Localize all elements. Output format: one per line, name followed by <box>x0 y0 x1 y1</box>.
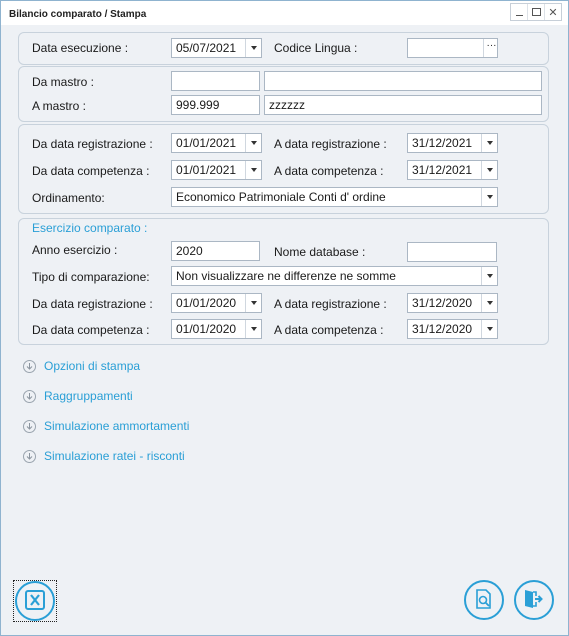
da-data-competenza-value: 01/01/2021 <box>176 163 237 177</box>
comp-a-data-registrazione-label: A data registrazione : <box>274 297 387 311</box>
expander-label: Raggruppamenti <box>44 389 133 403</box>
tipo-comparazione-select[interactable] <box>171 266 498 286</box>
comp-da-data-competenza-label: Da data competenza : <box>32 323 150 337</box>
ordinamento-label: Ordinamento: <box>32 191 105 205</box>
comp-da-data-registrazione-label: Da data registrazione : <box>32 297 153 311</box>
da-data-registrazione-value: 01/01/2021 <box>176 136 237 150</box>
a-mastro-code-field[interactable]: 999.999 <box>171 95 260 115</box>
print-preview-button[interactable] <box>464 580 504 620</box>
a-data-registrazione-datepicker[interactable] <box>407 133 498 153</box>
a-mastro-desc-field[interactable]: zzzzzz <box>264 95 542 115</box>
nome-database-label: Nome database : <box>274 245 366 259</box>
lookup-button[interactable]: ··· <box>483 39 499 57</box>
da-data-registrazione-label: Da data registrazione : <box>32 137 153 151</box>
codice-lingua-label: Codice Lingua : <box>274 41 358 55</box>
nome-database-field[interactable] <box>407 242 497 262</box>
expander-label: Simulazione ratei - risconti <box>44 449 185 463</box>
print-preview-icon <box>474 588 494 613</box>
expander-label: Opzioni di stampa <box>44 359 141 373</box>
expand-arrow-icon <box>23 390 36 403</box>
minimize-button[interactable] <box>511 4 527 20</box>
close-button[interactable] <box>544 4 561 20</box>
expander-raggruppamenti[interactable] <box>23 387 133 405</box>
da-mastro-desc-field[interactable] <box>264 71 542 91</box>
chevron-down-icon[interactable] <box>481 188 497 206</box>
a-data-registrazione-label: A data registrazione : <box>274 137 387 151</box>
a-mastro-label: A mastro : <box>32 99 87 113</box>
minimize-icon <box>516 15 523 16</box>
da-data-competenza-label: Da data competenza : <box>32 164 150 178</box>
comp-da-data-registrazione-value: 01/01/2020 <box>176 296 237 310</box>
chevron-down-icon[interactable] <box>481 161 497 179</box>
comp-da-data-competenza-value: 01/01/2020 <box>176 322 237 336</box>
expander-simulazione-ratei-risconti[interactable] <box>23 447 185 465</box>
data-esecuzione-datepicker[interactable] <box>171 38 262 58</box>
expand-arrow-icon <box>23 360 36 373</box>
window-controls <box>510 3 562 21</box>
da-mastro-code-field[interactable] <box>171 71 260 91</box>
chevron-down-icon[interactable] <box>481 320 497 338</box>
comp-a-data-competenza-datepicker[interactable] <box>407 319 498 339</box>
chevron-down-icon[interactable] <box>245 294 261 312</box>
expand-arrow-icon <box>23 450 36 463</box>
expander-label: Simulazione ammortamenti <box>44 419 190 433</box>
excel-export-icon <box>25 590 45 613</box>
a-data-competenza-label: A data competenza : <box>274 164 384 178</box>
chevron-down-icon[interactable] <box>481 294 497 312</box>
chevron-down-icon[interactable] <box>245 320 261 338</box>
da-data-registrazione-datepicker[interactable] <box>171 133 262 153</box>
comp-a-data-registrazione-datepicker[interactable] <box>407 293 498 313</box>
esercizio-comparato-title: Esercizio comparato : <box>32 221 148 235</box>
ordinamento-value: Economico Patrimoniale Conti d' ordine <box>176 190 386 204</box>
comp-a-data-competenza-label: A data competenza : <box>274 323 384 337</box>
chevron-down-icon[interactable] <box>245 39 261 57</box>
chevron-down-icon[interactable] <box>245 161 261 179</box>
tipo-comparazione-label: Tipo di comparazione: <box>32 270 150 284</box>
exit-door-icon <box>523 589 545 612</box>
data-esecuzione-label: Data esecuzione : <box>32 41 129 55</box>
comp-a-data-competenza-value: 31/12/2020 <box>412 322 473 336</box>
expand-arrow-icon <box>23 420 36 433</box>
comp-a-data-registrazione-value: 31/12/2020 <box>412 296 473 310</box>
chevron-down-icon[interactable] <box>481 267 497 285</box>
exit-button[interactable] <box>514 580 554 620</box>
chevron-down-icon[interactable] <box>481 134 497 152</box>
expander-opzioni-stampa[interactable] <box>23 357 140 375</box>
expander-simulazione-ammortamenti[interactable] <box>23 417 189 435</box>
maximize-button[interactable] <box>527 4 544 20</box>
tipo-comparazione-value: Non visualizzare ne differenze ne somme <box>176 269 396 283</box>
anno-esercizio-field[interactable]: 2020 <box>171 241 260 261</box>
comp-da-data-competenza-datepicker[interactable] <box>171 319 262 339</box>
da-mastro-label: Da mastro : <box>32 75 95 89</box>
close-icon: ✕ <box>548 6 558 19</box>
chevron-down-icon[interactable] <box>245 134 261 152</box>
comp-da-data-registrazione-datepicker[interactable] <box>171 293 262 313</box>
window-title: Bilancio comparato / Stampa <box>9 9 147 20</box>
data-esecuzione-value: 05/07/2021 <box>176 41 237 55</box>
title-bar <box>1 1 568 25</box>
da-data-competenza-datepicker[interactable] <box>171 160 262 180</box>
a-data-registrazione-value: 31/12/2021 <box>412 136 473 150</box>
maximize-icon <box>532 8 541 16</box>
a-data-competenza-value: 31/12/2021 <box>412 163 473 177</box>
a-data-competenza-datepicker[interactable] <box>407 160 498 180</box>
ordinamento-select[interactable] <box>171 187 498 207</box>
excel-export-button[interactable] <box>15 581 55 621</box>
anno-esercizio-label: Anno esercizio : <box>32 243 118 257</box>
